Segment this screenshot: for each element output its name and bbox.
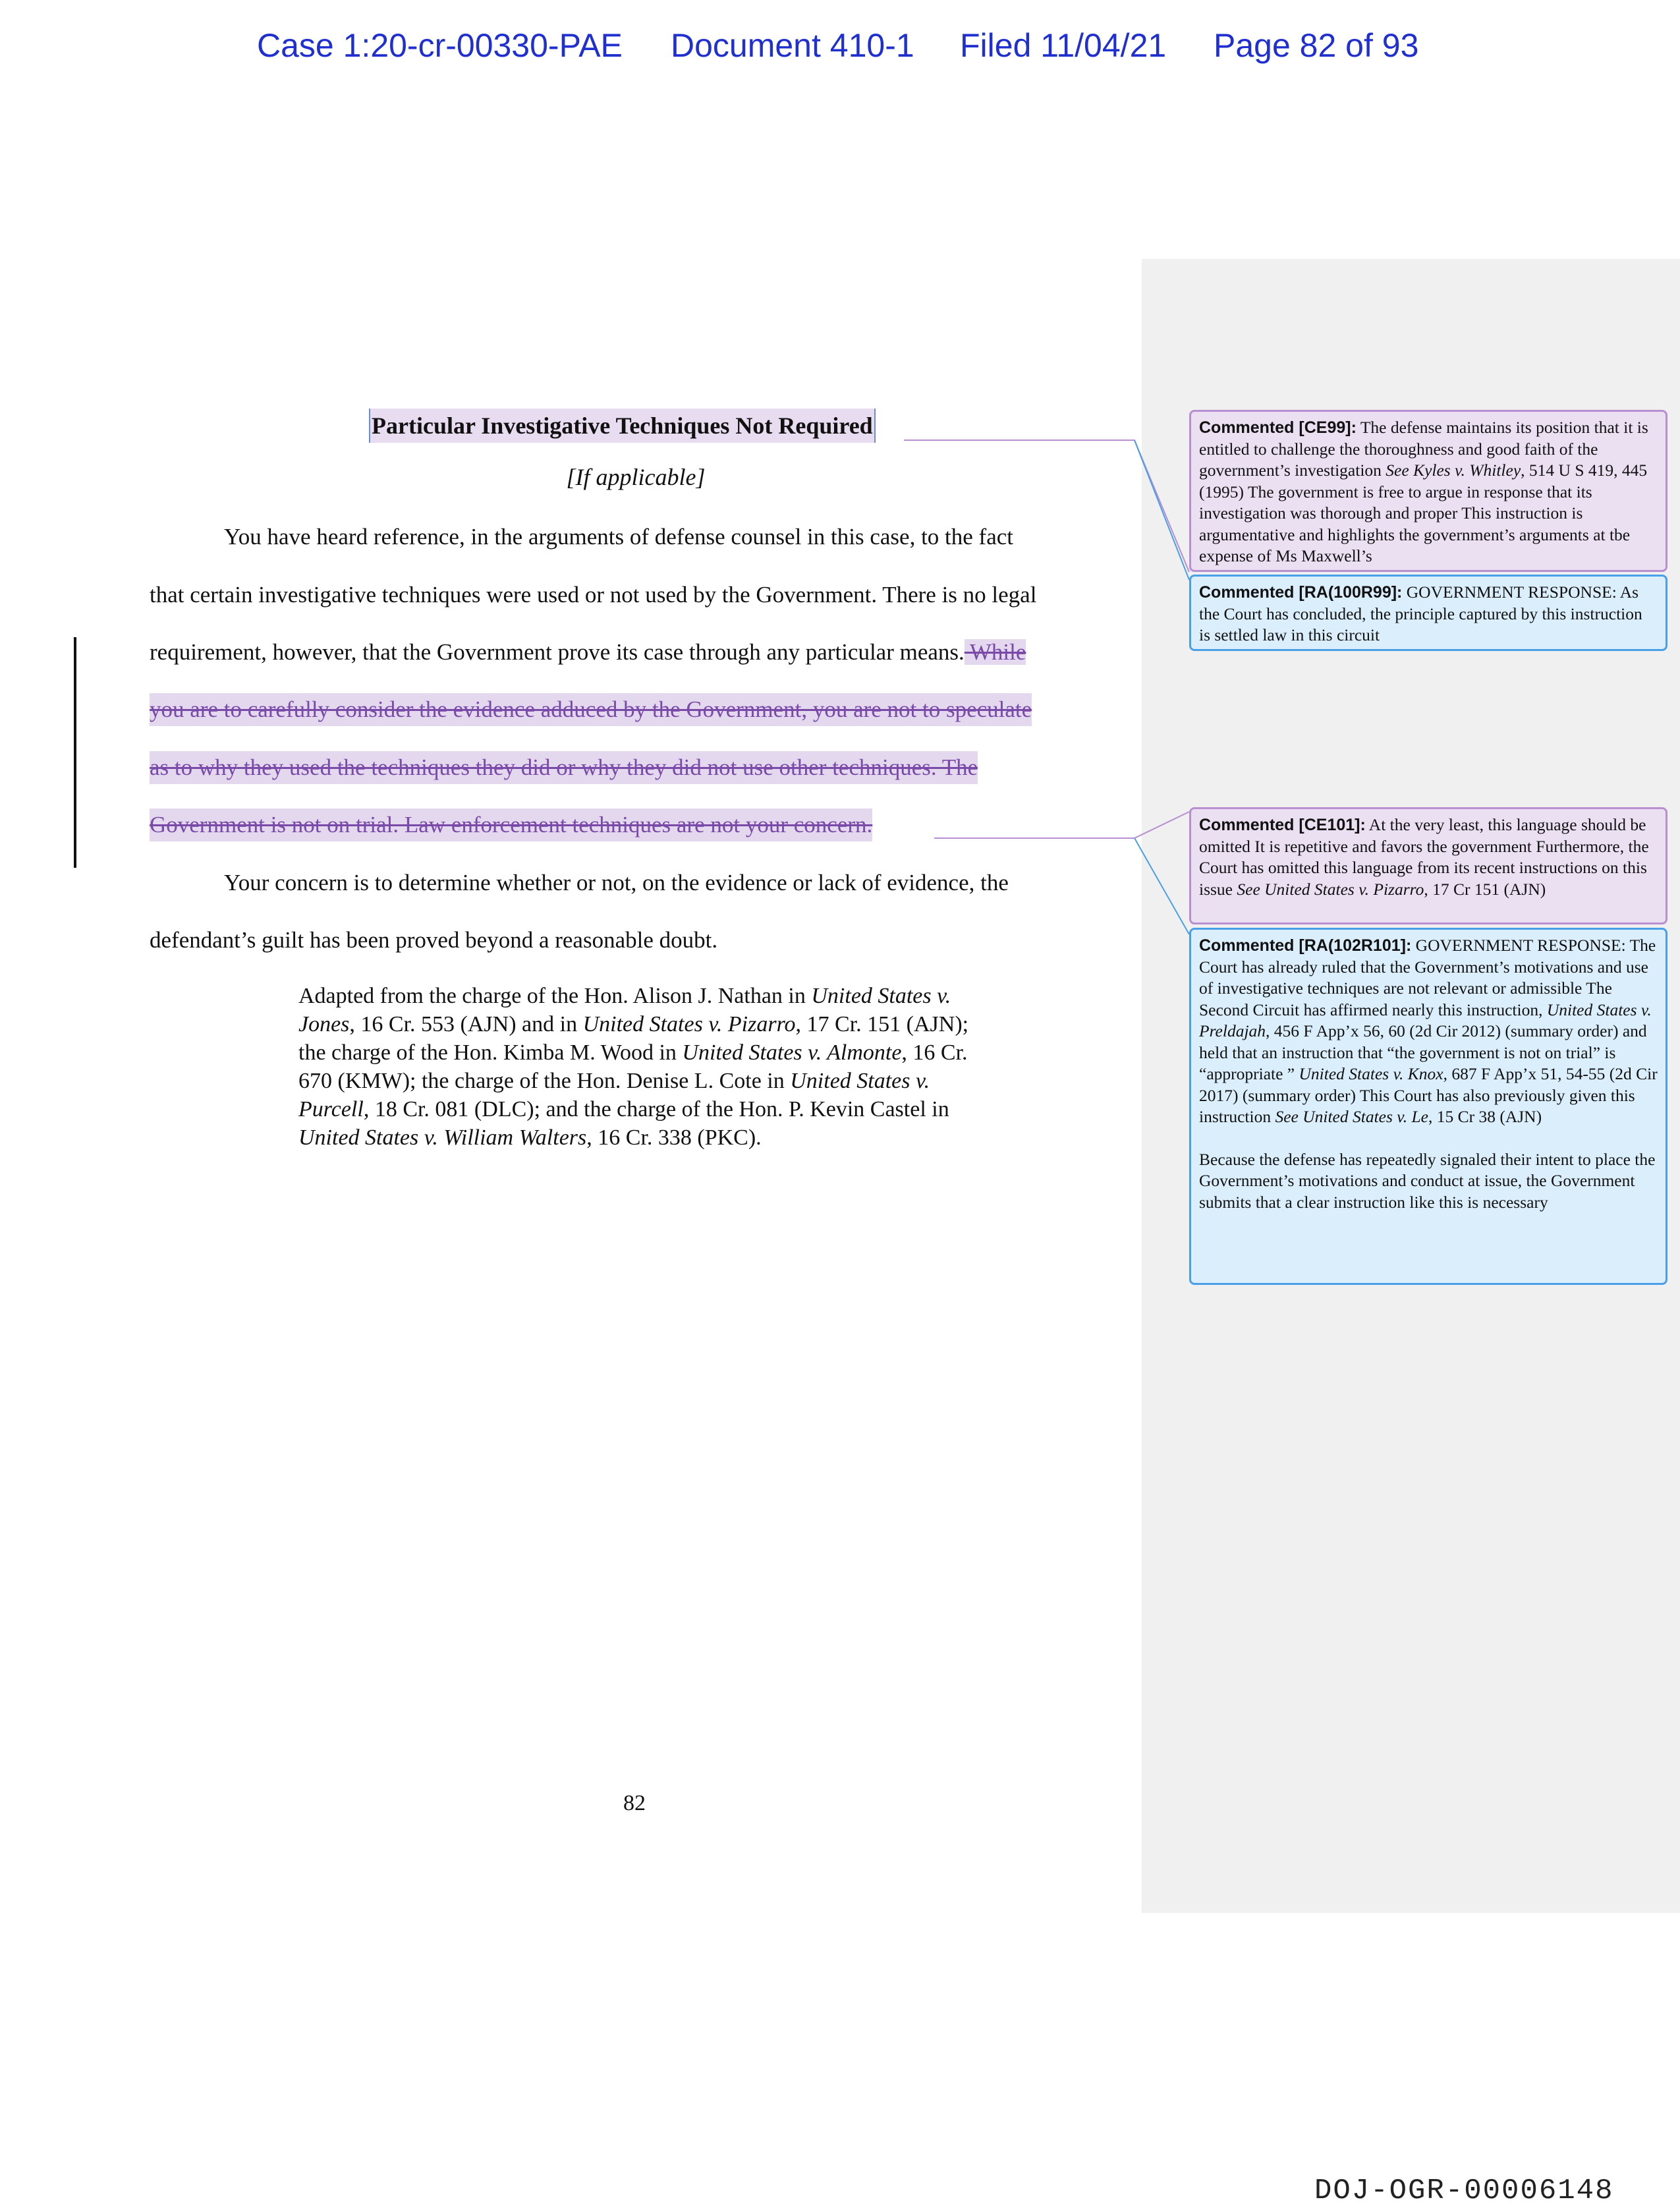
deleted-line-1: you are to carefully consider the evidence adduced by the Government, you are not to speculate [150,693,1032,726]
citation-block [298,982,970,1152]
comment-citation: See United States v. Pizarro [1237,879,1424,899]
case-number: Case 1:20-cr-00330-PAE [257,27,623,64]
comment-ce99[interactable] [1189,410,1667,572]
body-line-2: that certain investigative techniques were used or not used by the Government. There is no legal [150,582,1037,608]
comment-text: Because the defense has repeatedly signaled their intent to place the Government’s motivations and conduct at issue, the Government submits that a clear instruction like this is necessary [1199,1149,1656,1212]
deleted-line-3: Government is not on trial. Law enforcement techniques are not your concern. [150,808,872,841]
comment-citation: See United States v. Le [1275,1107,1428,1126]
revision-change-bar [74,637,76,868]
comment-ce101[interactable] [1189,807,1667,924]
instruction-title: Particular Investigative Techniques Not Required [369,409,876,443]
cite-text: , 18 Cr. 081 (DLC); and the charge of the Hon. P. Kevin Castel in [363,1097,949,1121]
cite-case: United States v. William Walters [298,1125,587,1150]
deleted-line-2: as to why they used the techniques they did or why they did not use other techniques. The [150,751,978,784]
body-line-3-text: requirement, however, that the Government prove its case through any particular means. [150,639,965,665]
document-number: Document 410-1 [671,27,914,64]
page-number: 82 [623,1791,646,1815]
instruction-subtitle: [If applicable] [566,464,706,490]
cite-text: Adapted from the charge of the Hon. Alison J. Nathan in [298,984,812,1008]
comment-author-tag: Commented [CE99]: [1199,418,1357,437]
cite-text: , 17 Cr. 151 (AJN); the charge of the Hon. Kimba M. Wood in [298,1012,969,1065]
comment-text: , 687 F App’x 51, 54-55 (2d Cir 2017) (summary order) This Court has also previously given this instruction [1199,1064,1658,1126]
body-line-5: defendant’s guilt has been proved beyond a reasonable doubt. [150,927,718,953]
comment-citation: See Kyles v. Whitley [1386,461,1521,480]
deleted-text: While [964,639,1026,665]
cite-case: United States v. Pizarro [582,1012,796,1036]
page-indicator: Page 82 of 93 [1214,27,1419,64]
comment-paragraph-gap [1199,1128,1658,1149]
cite-text: , 16 Cr. 553 (AJN) and in [349,1012,583,1036]
cite-case: United States v. Almonte [682,1040,902,1065]
cite-text: , 16 Cr. 338 (PKC). [586,1125,762,1150]
cite-case: United States v. Purcell [298,1069,930,1121]
comment-text: , 15 Cr 38 (AJN) [1428,1107,1542,1126]
comment-text: , 17 Cr 151 (AJN) [1424,879,1546,899]
comment-author-tag: Commented [CE101]: [1199,816,1366,834]
bates-number: DOJ-OGR-00006148 [1314,2174,1614,2207]
comment-ra102r101[interactable] [1189,928,1667,1285]
comment-text: GOVERNMENT RESPONSE: The Court has already ruled that the Government’s motivations and use of investigative techniques are not relevant or admissible The Second Circuit has affirmed nearly this instruction, [1199,936,1656,1019]
comment-author-tag: Commented [RA(100R99]: [1199,583,1403,602]
comment-citation: United States v. Preldajah [1199,1000,1652,1040]
comment-text: , 514 U S 419, 445 (1995) The government is free to argue in response that its investigation was thorough and proper This instruction is argumentative and highlights the government’s arguments at tbe expense of Ms Maxwell’s [1199,461,1648,565]
body-line-3 [150,636,1026,669]
comment-text: The defense maintains its position that it is entitled to challenge the thoroughness and good faith of the government’s investigation [1199,418,1648,480]
filed-date: Filed 11/04/21 [960,27,1167,64]
body-line-4: Your concern is to determine whether or not, on the evidence or lack of evidence, the [224,870,1009,895]
comment-text: GOVERNMENT RESPONSE: As the Court has concluded, the principle captured by this instruction is settled law in this circuit [1199,582,1642,644]
body-line-1: You have heard reference, in the arguments of defense counsel in this case, to the fact [224,524,1013,550]
comment-ra100r99[interactable] [1189,575,1667,651]
comment-citation: United States v. Knox [1299,1064,1443,1083]
cite-case: United States v. Jones [298,984,951,1036]
comment-text: At the very least, this language should be omitted It is repetitive and favors the government Furthermore, the Court has omitted this language from its recent instructions on this issue [1199,815,1649,899]
comment-author-tag: Commented [RA(102R101]: [1199,936,1412,955]
cite-text: , 16 Cr. 670 (KMW); the charge of the Hon. Denise L. Cote in [298,1040,968,1093]
comment-text: , 456 F App’x 56, 60 (2d Cir 2012) (summary order) and held that an instruction that “the government is not on trial” is “appropriate ” [1199,1021,1647,1083]
